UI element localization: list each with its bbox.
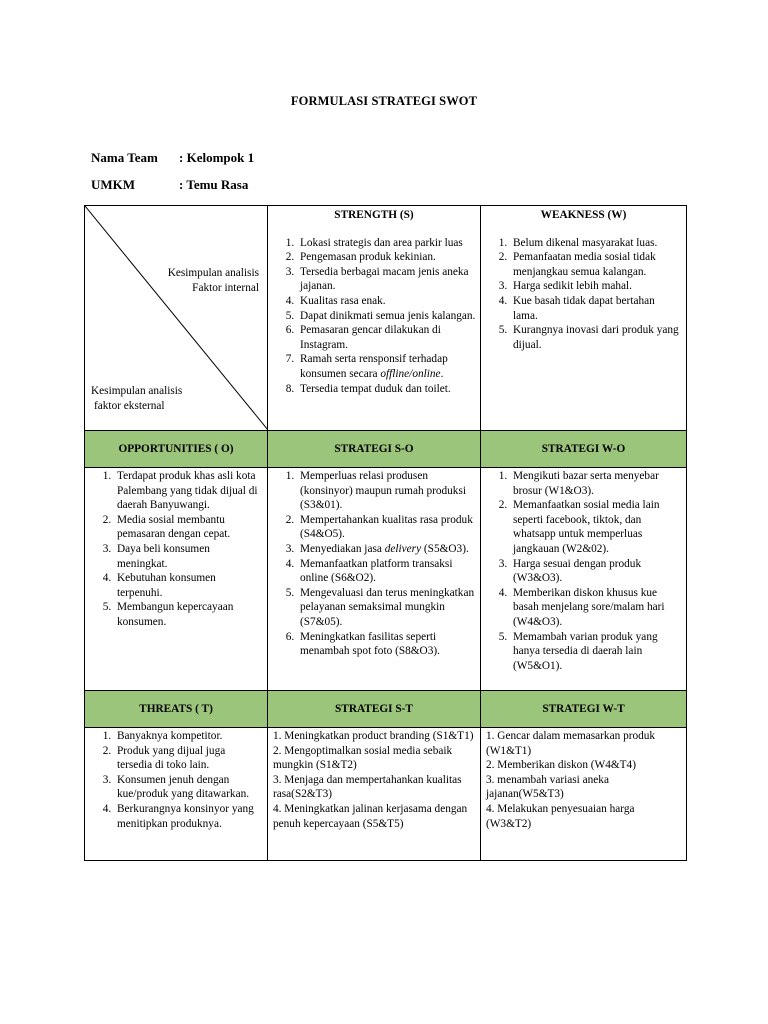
opportunities-header: OPPORTUNITIES ( O) (85, 431, 268, 468)
list-item: 1. Banyaknya kompetitor. (114, 729, 263, 744)
opportunities-list (85, 469, 267, 630)
strategi-st-cell (268, 728, 481, 861)
table-row (85, 468, 687, 691)
list-item: 3. menambah variasi aneka jajanan(W5&T3) (486, 773, 609, 801)
list-item: 4. Memanfaatkan platform transaksi online (S6&O2). (297, 557, 476, 586)
list-item: 5. Membangun kepercayaan konsumen. (114, 600, 263, 629)
umkm-label: UMKM (91, 177, 136, 192)
list-item: 1. Gencar dalam memasarkan produk (W1&T1) (486, 730, 656, 757)
list-item: 2. Pemanfaatan media sosial tidak menjangkau semua kalangan. (510, 250, 682, 279)
list-item: 5. Memambah varian produk yang hanya tersedia di daerah lain (W5&O1). (510, 630, 682, 674)
table-row (85, 728, 687, 861)
list-item: 3. Harga sesuai dengan produk (W3&O3). (510, 557, 682, 586)
swot-table (84, 205, 687, 861)
list-item: 2. Pengemasan produk kekinian. (297, 250, 476, 265)
list-item: 3. Harga sedikit lebih mahal. (510, 279, 682, 294)
umkm-value: : Temu Rasa (179, 177, 249, 192)
strategi-so-header: STRATEGI S-O (268, 431, 481, 468)
external-label-line1: Kesimpulan analisis (91, 385, 183, 397)
list-item: 5. Kurangnya inovasi dari produk yang dijual. (510, 323, 682, 352)
list-item: 4. Berkurangnya konsinyor yang menitipkan produknya. (114, 802, 263, 831)
list-item: 4. Melakukan penyesuaian harga (W3&T2) (486, 802, 635, 830)
list-item: 4. Kue basah tidak dapat bertahan lama. (510, 294, 682, 323)
list-item: 1. Memperluas relasi produsen (konsinyor) maupun rumah produksi (S3&01). (297, 469, 476, 513)
team-label: Nama Team (91, 150, 158, 165)
list-item: 6. Meningkatkan fasilitas seperti menambah spot foto (S8&O3). (297, 630, 476, 659)
threats-header: THREATS ( T) (85, 691, 268, 728)
internal-label-line1: Kesimpulan analisis (167, 267, 259, 279)
list-item: 3. Konsumen jenuh dengan kue/produk yang ditawarkan. (114, 773, 263, 802)
list-item: 2. Produk yang dijual juga tersedia di toko lain. (114, 744, 263, 773)
weakness-cell (481, 206, 687, 431)
list-item: 7. Ramah serta rensponsif terhadap konsumen secara offline/online. (297, 352, 476, 381)
strength-cell (268, 206, 481, 431)
external-label (91, 384, 182, 413)
strategi-st-header: STRATEGI S-T (268, 691, 481, 728)
document-title: FORMULASI STRATEGI SWOT (290, 94, 478, 108)
strategi-wt-list (481, 728, 686, 835)
corner-cell (85, 206, 268, 431)
list-item: 3. Tersedia berbagai macam jenis aneka jajanan. (297, 265, 476, 294)
table-row (85, 206, 687, 431)
list-item: 1. Terdapat produk khas asli kota Palembang yang tidak dijual di daerah Banyuwangi. (114, 469, 263, 513)
strategi-wo-list (481, 469, 686, 673)
strategi-st-list (268, 728, 480, 835)
list-item: 2. Mempertahankan kualitas rasa produk (S4&O5). (297, 513, 476, 542)
list-item: 6. Pemasaran gencar dilakukan di Instagram. (297, 323, 476, 352)
strategi-so-list (268, 469, 480, 659)
table-row (85, 431, 687, 468)
threats-list (85, 729, 267, 831)
list-item: 1. Meningkatkan product branding (S1&T1) (273, 730, 474, 742)
list-item: 2. Memberikan diskon (W4&T4) (486, 759, 636, 772)
external-label-line2: faktor eksternal (94, 399, 165, 412)
strategi-wo-header: STRATEGI W-O (481, 431, 687, 468)
strategi-so-cell (268, 468, 481, 691)
list-item: 4. Meningkatkan jalinan kerjasama dengan penuh kepercayaan (S5&T5) (273, 802, 468, 830)
list-item: 1. Belum dikenal masyarakat luas. (510, 236, 682, 251)
umkm-row (91, 177, 248, 193)
team-value: : Kelompok 1 (179, 150, 255, 165)
strength-list (268, 236, 480, 397)
list-item: 5. Mengevaluasi dan terus meningkatkan pelayanan semaksimal mungkin (S7&05). (297, 586, 476, 630)
team-row (91, 150, 254, 166)
list-item: 5. Dapat dinikmati semua jenis kalangan. (297, 309, 476, 324)
list-item: 4. Kualitas rasa enak. (297, 294, 476, 309)
internal-label (168, 266, 259, 295)
weakness-header: WEAKNESS (W) (540, 209, 627, 221)
weakness-list (481, 236, 686, 353)
list-item: 1. Lokasi strategis dan area parkir luas (297, 236, 476, 251)
strength-header: STRENGTH (S) (334, 209, 414, 221)
list-item: 4. Kebutuhan konsumen terpenuhi. (114, 571, 263, 600)
list-item: 1. Mengikuti bazar serta menyebar brosur (W1&O3). (510, 469, 682, 498)
list-item: 2. Memanfaatkan sosial media lain seperti facebook, tiktok, dan whatsapp untuk memperluas jangkauan (W2&02). (510, 498, 682, 556)
list-item: 3. Daya beli konsumen meningkat. (114, 542, 263, 571)
strategi-wt-cell (481, 728, 687, 861)
list-item: 3. Menjaga dan mempertahankan kualitas rasa(S2&T3) (273, 773, 462, 801)
strategi-wt-header: STRATEGI W-T (481, 691, 687, 728)
table-row (85, 691, 687, 728)
strategi-wo-cell (481, 468, 687, 691)
list-item: 3. Menyediakan jasa delivery (S5&O3). (297, 542, 476, 557)
list-item: 2. Mengoptimalkan sosial media sebaik mungkin (S1&T2) (273, 744, 453, 772)
list-item: 4. Memberikan diskon khusus kue basah menjelang sore/malam hari (W4&O3). (510, 586, 682, 630)
threats-cell (85, 728, 268, 861)
list-item: 2. Media sosial membantu pemasaran dengan cepat. (114, 513, 263, 542)
internal-label-line2: Faktor internal (192, 281, 259, 294)
opportunities-cell (85, 468, 268, 691)
list-item: 8. Tersedia tempat duduk dan toilet. (297, 382, 476, 397)
